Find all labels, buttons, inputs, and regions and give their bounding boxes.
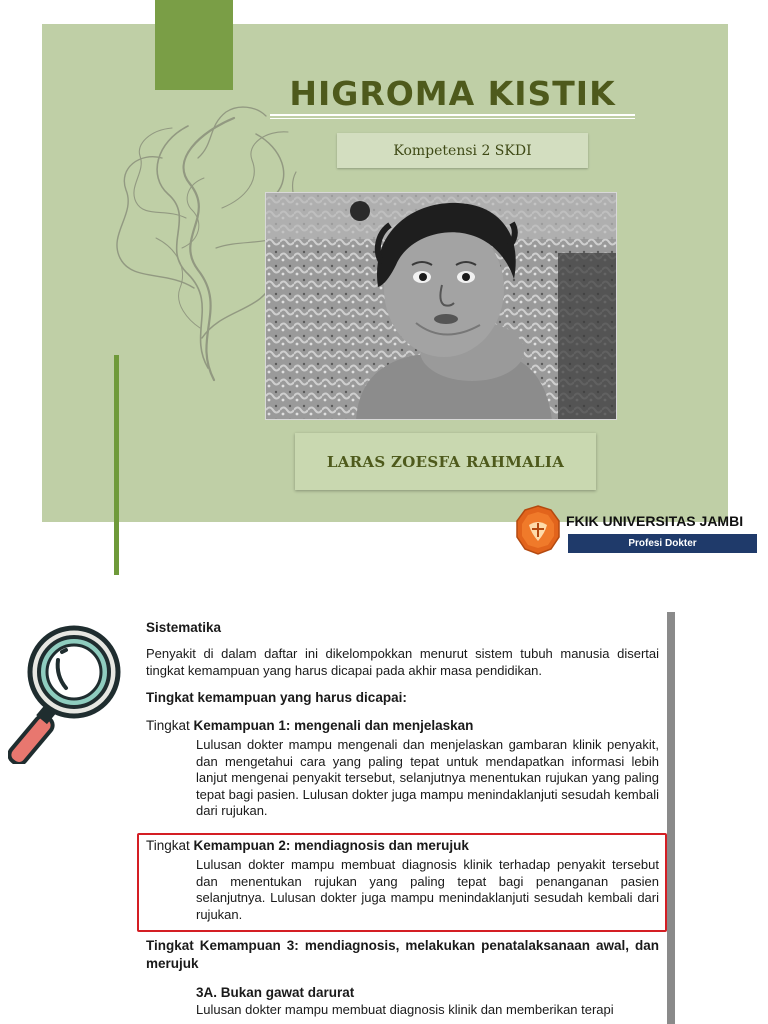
document-page-edge (667, 612, 675, 1024)
title-underline (270, 114, 635, 119)
university-logo-icon (515, 505, 561, 555)
level-2-prefix: Tingkat (146, 838, 190, 853)
patient-photo-illustration (266, 193, 617, 420)
level-1-heading: Kemampuan 1: mengenali dan menjelaskan (193, 718, 474, 733)
competency-label: Kompetensi 2 SKDI (337, 133, 588, 168)
program-label: Profesi Dokter (568, 534, 757, 553)
magnifying-glass-icon (8, 620, 122, 764)
level-1-prefix: Tingkat (146, 718, 190, 733)
document-intro: Penyakit di dalam daftar ini dikelompokkan menurut sistem tubuh manusia disertai tingkat kemampuan yang harus dicapai pada akhir masa pendidikan. (146, 646, 659, 678)
level-1-title (146, 718, 473, 733)
author-name: LARAS ZOESFA RAHMALIA (295, 433, 596, 490)
institution-name: FKIK UNIVERSITAS JAMBI (566, 513, 744, 529)
level-3a-heading: 3A. Bukan gawat darurat (196, 985, 355, 1000)
presentation-title: HIGROMA KISTIK (289, 74, 616, 113)
slide-accent-tab (155, 0, 233, 90)
patient-photo (265, 192, 617, 420)
level-2-text: Lulusan dokter mampu membuat diagnosis klinik terhadap penyakit tersebut dan menentukan rujukan yang paling tepat bagi penanganan pasien selanjutnya. Lulusan dokter juga mampu menindaklanjuti sesudah kembali dari rujukan. (196, 857, 659, 922)
level-2-highlight-box (137, 833, 667, 932)
level-2-heading: Kemampuan 2: mendiagnosis dan merujuk (193, 838, 469, 853)
slide-accent-bar (114, 355, 119, 575)
level-1-text: Lulusan dokter mampu mengenali dan menjelaskan gambaran klinik penyakit, dan mengetahui cara yang paling tepat untuk mendapatkan informasi lebih lanjut mengenai penyakit tersebut, selanjutnya menentukan rujukan yang paling tepat bagi pasien. Lulusan dokter juga mampu menindaklanjuti sesudah kembali dari rujukan. (196, 737, 659, 818)
document-subheading: Tingkat kemampuan yang harus dicapai: (146, 690, 407, 705)
level-3a-text: Lulusan dokter mampu membuat diagnosis klinik dan memberikan terapi (196, 1002, 614, 1017)
document-heading: Sistematika (146, 620, 222, 635)
level-3-heading: Tingkat Kemampuan 3: mendiagnosis, melakukan penatalaksanaan awal, dan merujuk (146, 938, 659, 971)
